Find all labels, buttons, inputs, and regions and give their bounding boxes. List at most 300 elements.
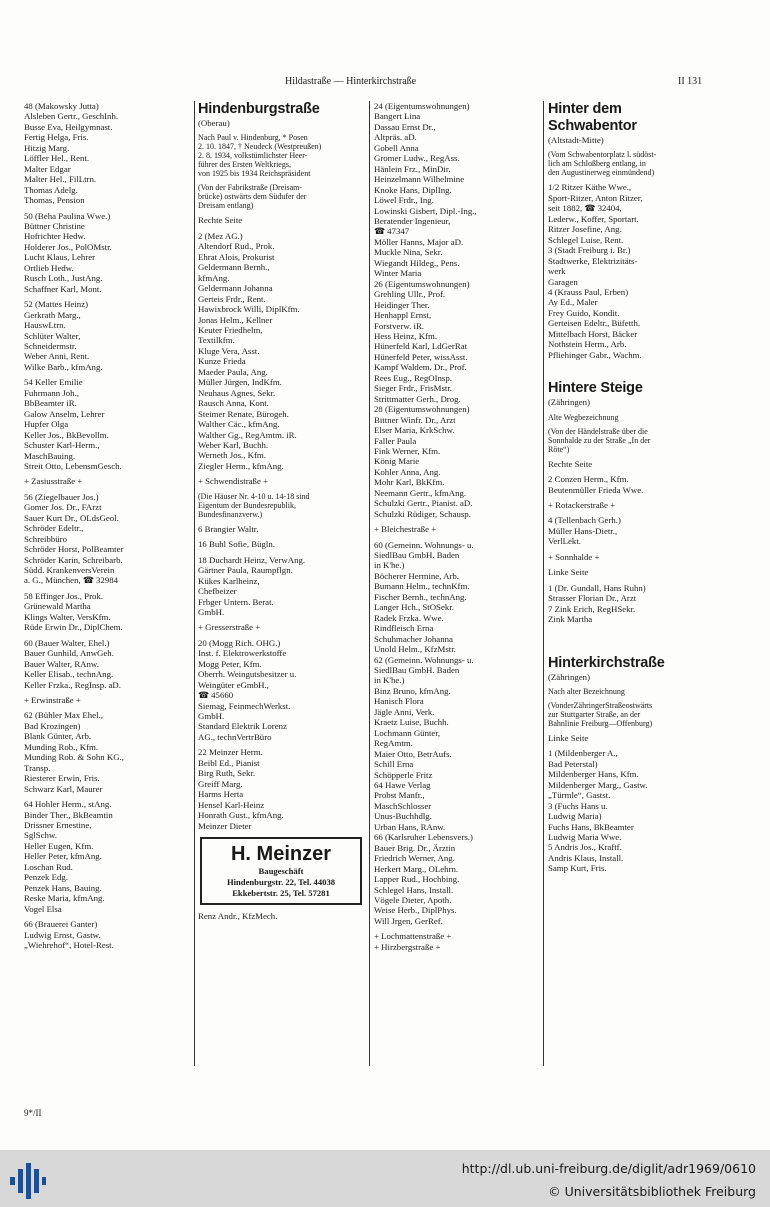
directory-entry: ☎ 47347 [374, 226, 410, 237]
directory-entry: Grünewald Martha [24, 601, 91, 612]
directory-entry: Fink Werner, Kfm. [374, 445, 441, 456]
directory-entry: Rausch Anna, Kont. [198, 398, 269, 409]
directory-entry: Herkert Marg., OLehrn. [374, 863, 459, 874]
directory-entry: 50 (Beha Paulina Wwe.) [24, 210, 111, 221]
directory-entry: Gärtner Paula, Raumpflgn. [198, 565, 293, 576]
directory-entry: (Zähringen) [548, 671, 591, 682]
directory-entry: Textilkfm. [198, 335, 235, 346]
directory-entry: HauswLtrn. [24, 320, 66, 331]
directory-entry: lich am Schloßberg entlang, in [548, 159, 646, 169]
advertisement-box [200, 837, 362, 905]
directory-entry: Kunze Frieda [198, 356, 246, 367]
directory-entry: in K'he.) [374, 675, 405, 686]
directory-entry: Schulzki Rüdiger, Schausp. [374, 508, 471, 519]
directory-entry: Maier Otto, BetrAufs. [374, 748, 452, 759]
directory-entry: Hawixbrock Willi, DiplKfm. [198, 304, 300, 315]
directory-entry: Hänlein Frz., MinDir. [374, 163, 451, 174]
directory-entry: Honrath Gust., kfmAng. [198, 810, 284, 821]
directory-entry: Nothstein Herm., Arb. [548, 339, 627, 350]
directory-entry: führer des Ersten Weltkriegs, [198, 160, 291, 170]
directory-entry: 66 (Karlsruher Lebensvers.) [374, 832, 473, 843]
directory-entry: Faller Paula [374, 435, 417, 446]
directory-entry: 58 Effinger Jos., Prok. [24, 590, 104, 601]
directory-entry: Bangert Lina [374, 111, 421, 122]
directory-entry: BbBeamter iR. [24, 398, 77, 409]
cross-street-marker: + Bleichestraße + [374, 524, 437, 535]
directory-entry: Beutenmüller Frieda Wwe. [548, 484, 644, 495]
directory-entry: Greiff Marg. [198, 778, 243, 789]
directory-entry: Mildenberger Marg., Gastw. [548, 779, 648, 790]
directory-entry: Penzek Hans, Bauing. [24, 882, 102, 893]
directory-entry: Andris Klaus, Install. [548, 852, 624, 863]
directory-entry: Oberrh. Weingutsbesitzer u. [198, 669, 297, 680]
directory-entry: Unus-Buchhdlg. [374, 811, 432, 822]
directory-entry: von 1925 bis 1934 Reichspräsident [198, 169, 311, 179]
directory-entry: Gromer Ludw., RegAss. [374, 153, 460, 164]
directory-entry: Alte Wegbezeichnung [548, 412, 619, 422]
cross-street-marker: + Rotackerstraße + [548, 499, 616, 510]
directory-entry: Eigentum der Bundesrepublik, [198, 500, 296, 510]
directory-entry: Jonas Helm., Kellner [198, 314, 273, 325]
directory-entry: Schreibbüro [24, 533, 67, 544]
directory-entry: Löffler Hel., Rent. [24, 153, 90, 164]
directory-entry: Altpräs. aD. [374, 132, 417, 143]
directory-entry: Binder Ther., BkBeamtin [24, 809, 113, 820]
directory-entry: Vögele Dieter, Apoth. [374, 894, 452, 905]
directory-entry: 60 (Bauer Walter, Ehel.) [24, 637, 110, 648]
street-entries [198, 911, 368, 921]
directory-entry: Sport-Ritzer, Anton Ritzer, [548, 192, 643, 203]
directory-entry: AG., technVertrBüro [198, 731, 272, 742]
directory-entry: Schaffner Karl, Mont. [24, 283, 102, 294]
directory-entry: Zink Martha [548, 614, 593, 625]
directory-entry: Urban Hans, RAnw. [374, 821, 446, 832]
cross-street-marker: + Erwinstraße + [24, 695, 81, 706]
column-2 [198, 101, 368, 921]
directory-entry: Streit Otto, LebensmGesch. [24, 460, 122, 471]
directory-entry: Chefbeizer [198, 586, 237, 597]
directory-entry: Gerteis Frdr., Rent. [198, 293, 266, 304]
directory-entry: Heller Eugen, Kfm. [24, 840, 94, 851]
directory-entry: Bad Peterstal) [548, 758, 598, 769]
directory-entry: Lochmann Günter, [374, 727, 441, 738]
directory-entry: Will Jrgen, GerRef. [374, 915, 443, 926]
directory-entry: Heidinger Ther. [374, 299, 430, 310]
directory-entry: Ludwig Maria) [548, 811, 602, 822]
directory-entry: Mildenberger Hans, Kfm. [548, 769, 639, 780]
page-number: II 131 [678, 76, 703, 87]
directory-entry: Keller Frzka., RegInsp. aD. [24, 679, 121, 690]
directory-entry: Riesterer Erwin, Fris. [24, 773, 100, 784]
directory-entry: 4 (Krauss Paul, Erben) [548, 286, 629, 297]
directory-entry: Schneidermstr. [24, 340, 77, 351]
directory-entry: Bittner Winfr. Dr., Arzt [374, 414, 456, 425]
directory-entry: Busse Eva, Heilgymnast. [24, 121, 113, 132]
directory-entry: Malter Hel., FilLtrn. [24, 174, 97, 185]
directory-entry: Alsleben Gertr., GeschInh. [24, 111, 119, 122]
directory-entry: 62 (Gemeinn. Wohnungs- u. [374, 654, 474, 665]
directory-entry: VerlLekt. [548, 536, 581, 547]
directory-entry: werk [548, 266, 566, 277]
directory-entry: Kükes Karlheinz, [198, 575, 260, 586]
directory-entry: 64 Hohler Herm., stAng. [24, 799, 112, 810]
directory-entry: Walther Cäc., kfmAng. [198, 419, 280, 430]
directory-entry: Neemann Gertr., kfmAng. [374, 487, 467, 498]
directory-entry: 18 Duchardt Heinz, VerwAng. [198, 554, 306, 565]
directory-entry: Bauer Walter, RAnw. [24, 658, 99, 669]
directory-entry: Hupfer Olga [24, 419, 69, 430]
directory-entry: Grehling Ullr., Prof. [374, 289, 446, 300]
directory-entry: Malter Edgar [24, 163, 71, 174]
directory-entry: Langer Hch., StOSekr. [374, 602, 454, 613]
directory-entry: Walther Gg., RegAmtm. iR. [198, 429, 297, 440]
street-title-hinterkirchstrasse: Hinterkirchstraße [548, 654, 665, 671]
directory-entry: Henhappl Ernst, [374, 310, 432, 321]
directory-entry: Ehrat Alois, Prokurist [198, 251, 275, 262]
directory-entry: 6 Brangier Waltr. [198, 523, 259, 534]
directory-entry: 56 (Ziegelbauer Jos.) [24, 491, 99, 502]
directory-entry: Gobell Anna [374, 142, 419, 153]
directory-entry: 7 Zink Erich, RegHSekr. [548, 603, 636, 614]
directory-entry: RegAmtm. [374, 738, 413, 749]
directory-entry: Kohler Anna, Ang. [374, 466, 441, 477]
directory-entry: Kraetz Luise, Buchh. [374, 717, 449, 728]
directory-entry: Hanisch Flora [374, 696, 424, 707]
directory-entry: Lapper Rud., Hochbing. [374, 874, 460, 885]
directory-entry: Mittelbach Horst, Bäcker [548, 328, 638, 339]
directory-entry: Beratender Ingenieur, [374, 215, 451, 226]
directory-entry: Bumann Helm., technKfm. [374, 581, 470, 592]
directory-entry: 24 (Eigentumswohnungen) [374, 101, 470, 111]
directory-entry: Dreisam entlang) [198, 201, 254, 211]
directory-entry: 28 (Eigentumswohnungen) [374, 404, 470, 415]
directory-entry: Probst Manfr., [374, 790, 425, 801]
directory-entry: 52 (Mattes Heinz) [24, 299, 89, 310]
directory-entry: Hensel Karl-Heinz [198, 799, 265, 810]
directory-entry: 62 (Bühler Max Ehel., [24, 710, 103, 721]
directory-entry: 54 Keller Emilie [24, 377, 83, 388]
signature-mark: 9*/II [24, 1108, 42, 1118]
directory-entry: Sauer Kurt Dr., OLdsGeol. [24, 512, 119, 523]
directory-entry: Schuster Karl-Herm., [24, 440, 100, 451]
directory-entry: (Oberau) [198, 118, 230, 128]
ad-company-name: H. Meinzer [230, 843, 332, 866]
directory-entry: Böcherer Hermine, Arb. [374, 570, 460, 581]
cross-street-marker: + Schwendistraße + [198, 476, 269, 487]
directory-entry: Südd. KrankenversVerein [24, 565, 115, 576]
directory-entry: Fischer Bernh., technAng. [374, 591, 467, 602]
directory-entry: Altendorf Rud., Prok. [198, 241, 275, 252]
directory-entry: Schlegel Hans, Install. [374, 884, 454, 895]
directory-entry: (VonderZähringerStraßeostwärts [548, 700, 653, 710]
directory-entry: Ritzer Josefine, Ang. [548, 224, 622, 235]
directory-entry: Rechte Seite [198, 215, 243, 226]
cross-street-marker: + Lochmattenstraße + [374, 931, 452, 942]
column-3 [374, 101, 542, 952]
directory-entry: Lowinski Gisbert, Dipl.-Ing., [374, 205, 477, 216]
directory-entry: Strasser Florian Dr., Arzt [548, 593, 637, 604]
directory-entry: „Wiehrehof“, Hotel-Rest. [24, 939, 114, 950]
directory-entry: 5 Andris Jos., Kraftf. [548, 842, 622, 853]
directory-entry: Reske Maria, kfmAng. [24, 893, 105, 904]
directory-entry: 1 (Mildenberger A., [548, 748, 618, 759]
directory-entry: Linke Seite [548, 567, 589, 578]
directory-entry: Ay Ed., Maler [548, 297, 598, 308]
directory-entry: Rusch Loth., JustAng. [24, 273, 103, 284]
directory-entry: Rechte Seite [548, 458, 593, 469]
directory-entry: Winter Maria [374, 268, 422, 279]
directory-entry: Kluge Vera, Asst. [198, 345, 260, 356]
directory-entry: Transp. [24, 762, 51, 773]
directory-entry: (Altstadt-Mitte) [548, 135, 604, 145]
directory-entry: in K'he.) [374, 560, 405, 571]
directory-entry: Weingüter eGmbH., [198, 679, 269, 690]
directory-entry: Heller Peter, kfmAng. [24, 851, 102, 862]
running-header [0, 76, 770, 92]
directory-entry: GmbH. [198, 711, 225, 722]
directory-entry: „Türmle“, Gastst. [548, 790, 611, 801]
directory-entry: GmbH. [198, 606, 225, 617]
directory-entry: Munding Rob., Kfm. [24, 741, 99, 752]
directory-entry: Schröder Karin, Schreibarb. [24, 554, 123, 565]
directory-entry: Heinzelmann Wilhelmine [374, 174, 465, 185]
directory-entry: 16 Buhl Sofie, Bügln. [198, 539, 275, 550]
directory-entry: 60 (Gemeinn. Wohnungs- u. [374, 539, 474, 550]
directory-entry: Kampf Waldem. Dr., Prof. [374, 362, 467, 373]
directory-entry: Drissner Ernestine, [24, 820, 92, 830]
directory-entry: Jägle Anni, Verk. [374, 706, 435, 717]
directory-entry: Holderer Jos., PolOMstr. [24, 241, 112, 252]
directory-entry: Mogg Peter, Kfm. [198, 658, 262, 669]
directory-entry: Knoke Hans, DiplIng. [374, 184, 452, 195]
cross-street-marker: + Zasiusstraße + [24, 476, 83, 487]
directory-entry: seit 1882, ☎ 32404, [548, 203, 622, 214]
directory-entry: ☎ 45660 [198, 690, 234, 701]
directory-entry: Büttner Christine [24, 220, 85, 231]
directory-entry: Bauer Gunhild, AnwGeh. [24, 648, 114, 659]
directory-entry: 2 Conzen Herm., Kfm. [548, 474, 629, 485]
directory-entry: 1/2 Ritzer Käthe Wwe., [548, 182, 632, 193]
directory-entry: Weise Herb., DiplPhys. [374, 905, 457, 916]
directory-entry: Binz Bruno, kfmAng. [374, 685, 451, 696]
directory-entry: Ortlieb Hedw. [24, 262, 74, 273]
directory-entry: Werneth Jos., Kfm. [198, 450, 266, 461]
directory-entry: (Zähringen) [548, 397, 591, 408]
ad-address-line: Ekkebertstr. 25, Tel. 57281 [232, 888, 330, 899]
directory-entry: Ludwig Maria Wwe. [548, 832, 622, 843]
directory-entry: brücke) ostwärts dem Südufer der [198, 192, 307, 202]
directory-entry: Bahnlinie Freiburg—Offenburg) [548, 718, 653, 728]
directory-entry: Penzek Edg. [24, 872, 68, 883]
street-entries [198, 118, 368, 831]
directory-entry: Weber Karl, Buchh. [198, 439, 269, 450]
ad-business-type: Baugeschäft [258, 866, 304, 877]
directory-entry: Vogel Elsa [24, 903, 62, 914]
directory-entry: 64 Hawe Verlag [374, 780, 431, 790]
directory-entry: Schlüter Walter, [24, 330, 81, 341]
directory-entry: Siemag, FeinmechWerkst. [198, 700, 291, 711]
header-title: Hildastraße — Hinterkirchstraße [285, 76, 417, 87]
directory-entry: MaschSchlosser [374, 800, 432, 811]
directory-entry: Keller Elisab., technAng. [24, 669, 114, 680]
directory-entry: Lederw., Koffer, Sportart. [548, 213, 639, 224]
directory-entry: (Vom Schwabentorplatz l. südöst- [548, 150, 657, 160]
directory-entry: Hess Heinz, Kfm. [374, 330, 438, 341]
directory-entry: Hünerfeld Karl, LdGerRat [374, 341, 468, 352]
directory-entry: Inst. f. Elektrowerkstoffe [198, 648, 287, 659]
directory-entry: Elser Maria, KrkSchw. [374, 425, 455, 436]
directory-entry: König Marie [374, 456, 420, 467]
directory-entry: Thomas Adelg. [24, 184, 78, 195]
directory-entry: Linke Seite [548, 732, 589, 743]
directory-entry: Forstverw. iR. [374, 320, 425, 331]
directory-entry: Sieger Frdr., FrisMstr. [374, 383, 452, 394]
directory-entry: Fuhrmann Joh., [24, 387, 79, 398]
directory-entry: Schwarz Karl, Maurer [24, 783, 103, 794]
directory-entry: Samp Kurt, Fris. [548, 863, 607, 874]
directory-entry: 2. 10. 1847, † Neudeck (Westpreußen) [198, 142, 322, 152]
directory-entry: Mohr Karl, BkKfm. [374, 477, 445, 488]
directory-entry: Ziegler Herm., kfmAng. [198, 460, 284, 471]
directory-entry: Steimer Renate, Bürogeh. [198, 408, 289, 419]
directory-entry: Unold Helm., KfzMstr. [374, 644, 456, 655]
directory-entry: Lucht Klaus, Lehrer [24, 252, 96, 263]
directory-entry: a. G., München, ☎ 32984 [24, 575, 119, 586]
directory-entry: 2. 8. 1934, volkstümlichster Heer- [198, 151, 308, 161]
directory-entry: Strittmatter Gerh., Drog. [374, 393, 461, 404]
directory-entry: MaschBauing. [24, 450, 76, 461]
directory-entry: Maeder Paula, Ang. [198, 366, 268, 377]
directory-entry: 48 (Makowsky Jutta) [24, 101, 99, 111]
directory-entry: Geldermann Johanna [198, 283, 273, 294]
directory-entry: 3 (Stadt Freiburg i. Br.) [548, 245, 631, 256]
directory-entry: Bundesfinanzverw.) [198, 509, 263, 519]
directory-entry: (Von der Händelstraße über die [548, 426, 648, 436]
column-4 [548, 101, 720, 874]
directory-entry: 1 (Dr. Gundall, Hans Ruhn) [548, 582, 646, 593]
street-entries [548, 397, 720, 624]
directory-entry: Renz Andr., KfzMech. [198, 911, 278, 922]
directory-entry: Schill Erna [374, 759, 414, 770]
directory-entry: SglSchw. [24, 830, 57, 841]
directory-entry: Gomer Jos. Dr., FArzt [24, 502, 102, 513]
street-entries [548, 135, 720, 360]
directory-entry: zur Stuttgarter Straße, an der [548, 709, 641, 719]
directory-entry: Loschan Rud. [24, 861, 73, 872]
directory-entry: 3 (Fuchs Hans u. [548, 800, 608, 811]
library-footer-bar [0, 1150, 770, 1207]
directory-entry: den Augustinerweg einmündend) [548, 168, 655, 178]
directory-entry: kfmAng. [198, 272, 230, 283]
directory-entry: Röte“) [548, 444, 570, 454]
directory-entry: Blank Günter, Arb. [24, 731, 92, 742]
column-rule [369, 101, 370, 1066]
directory-entry: Möller Hanns, Major aD. [374, 236, 464, 247]
directory-entry: Löwel Frdr., Ing. [374, 195, 434, 206]
directory-entry: Schröder Horst, PolBeamter [24, 544, 124, 555]
street-entries [548, 672, 720, 874]
directory-entry: Thomas, Pension [24, 195, 85, 206]
directory-entry: 66 (Brauerei Ganter) [24, 919, 98, 930]
street-title-hintere-steige: Hintere Steige [548, 380, 643, 397]
directory-entry: Keller Jos., BkBevollm. [24, 429, 109, 440]
column-rule [543, 101, 544, 1066]
directory-entry: SiedlBau GmbH. Baden [374, 550, 460, 561]
directory-entry: Sonnhalde zu der Straße „In der [548, 435, 651, 445]
directory-entry: 20 (Mogg Rich. OHG.) [198, 637, 281, 648]
directory-entry: Standard Elektrik Lorenz [198, 721, 287, 732]
directory-entry: Fertig Helga, Fris. [24, 132, 89, 143]
directory-entry: Rees Eug., RegOInsp. [374, 372, 452, 383]
directory-entry: Müller Jürgen, IndKfm. [198, 377, 282, 388]
directory-entry: Schulzki Gertr., Pianist. aD. [374, 498, 473, 509]
directory-entry: Frbger Untern. Berat. [198, 596, 274, 607]
directory-entry: Hitzig Marg. [24, 142, 70, 153]
directory-entry: 4 (Tellenbach Gerh.) [548, 515, 621, 526]
directory-entry: Schöpperle Fritz [374, 769, 433, 780]
directory-entry: 22 Meinzer Herm. [198, 747, 263, 758]
directory-entry: Schuhmacher Johanna [374, 633, 453, 644]
cross-street-marker: + Hirzbergstraße + [374, 941, 441, 952]
directory-entry: 2 (Mez AG.) [198, 230, 243, 241]
directory-entry: 26 (Eigentumswohnungen) [374, 278, 470, 289]
document-url-link[interactable]: http://dl.ub.uni-freiburg.de/diglit/adr1969/0610 [461, 1161, 756, 1176]
directory-entry: Gerteisen Edeltr., Büfetth. [548, 318, 641, 329]
directory-entry: (Die Häuser Nr. 4-10 u. 14-18 sind [198, 491, 310, 501]
directory-entry: Birg Ruth, Sekr. [198, 768, 256, 779]
street-title-hindenburgstrasse: Hindenburgstraße [198, 101, 320, 117]
directory-entry: Hünerfeld Peter, wissAsst. [374, 351, 468, 362]
directory-entry: Stadtwerke, Elektrizitäts- [548, 255, 638, 266]
directory-entry: Schröder Edeltr., [24, 523, 84, 534]
ad-address-line: Hindenburgstr. 22, Tel. 44038 [226, 877, 336, 888]
street-title-hinter-dem-schwabentor: Hinter dem [548, 101, 622, 117]
directory-entry: Bauer Brig. Dr., Ärztin [374, 842, 456, 853]
directory-entry: Wiegandt Hildeg., Pens. [374, 257, 460, 268]
street-title-hinter-dem-schwabentor: Schwabentor [548, 118, 637, 134]
copyright-notice: © Universitätsbibliothek Freiburg [548, 1184, 756, 1199]
directory-entry: Fuchs Hans, BkBeamter [548, 821, 634, 832]
directory-entry: Nach alter Bezeichnung [548, 686, 625, 696]
directory-entry: Gerkrath Marg., [24, 309, 81, 320]
library-logo-icon [10, 1163, 46, 1199]
directory-entry: Galow Anselm, Lehrer [24, 408, 105, 419]
directory-entry: Meinzer Dieter [198, 820, 252, 831]
directory-entry: Pfliehinger Gabr., Wachm. [548, 349, 642, 360]
directory-entry: Radek Frzka. Wwe. [374, 612, 444, 623]
column-1 [24, 101, 196, 950]
directory-entry: Rindfleisch Erna [374, 623, 434, 634]
directory-entry: Beibl Ed., Pianist [198, 757, 260, 768]
directory-entry: Müller Hans-Dietr., [548, 525, 618, 536]
directory-entry: Bad Krozingen) [24, 720, 81, 731]
directory-entry: Nach Paul v. Hindenburg, * Posen [198, 133, 308, 143]
directory-entry: Geldermann Bernh., [198, 262, 270, 273]
directory-entry: Ludwig Ernst, Gastw. [24, 929, 101, 940]
directory-entry: (Von der Fabrikstraße (Dreisam- [198, 183, 303, 193]
directory-entry: Hofrichter Hedw. [24, 231, 86, 242]
directory-entry: Keuter Friedhelm, [198, 324, 263, 335]
directory-entry: Frey Guido, Kondit. [548, 307, 620, 318]
directory-entry: Weber Anni, Rent. [24, 351, 90, 362]
directory-entry: Muckle Nina, Sekr. [374, 247, 443, 258]
cross-street-marker: + Sonnhalde + [548, 551, 600, 562]
directory-entry: Neuhaus Agnes, Sekr. [198, 387, 276, 398]
directory-entry: Schlegel Luise, Rent. [548, 234, 624, 245]
directory-entry: Munding Rob. & Sohn KG., [24, 752, 124, 763]
directory-entry: Harms Herta [198, 789, 244, 800]
directory-entry: SiedlBau GmbH. Baden [374, 665, 460, 676]
